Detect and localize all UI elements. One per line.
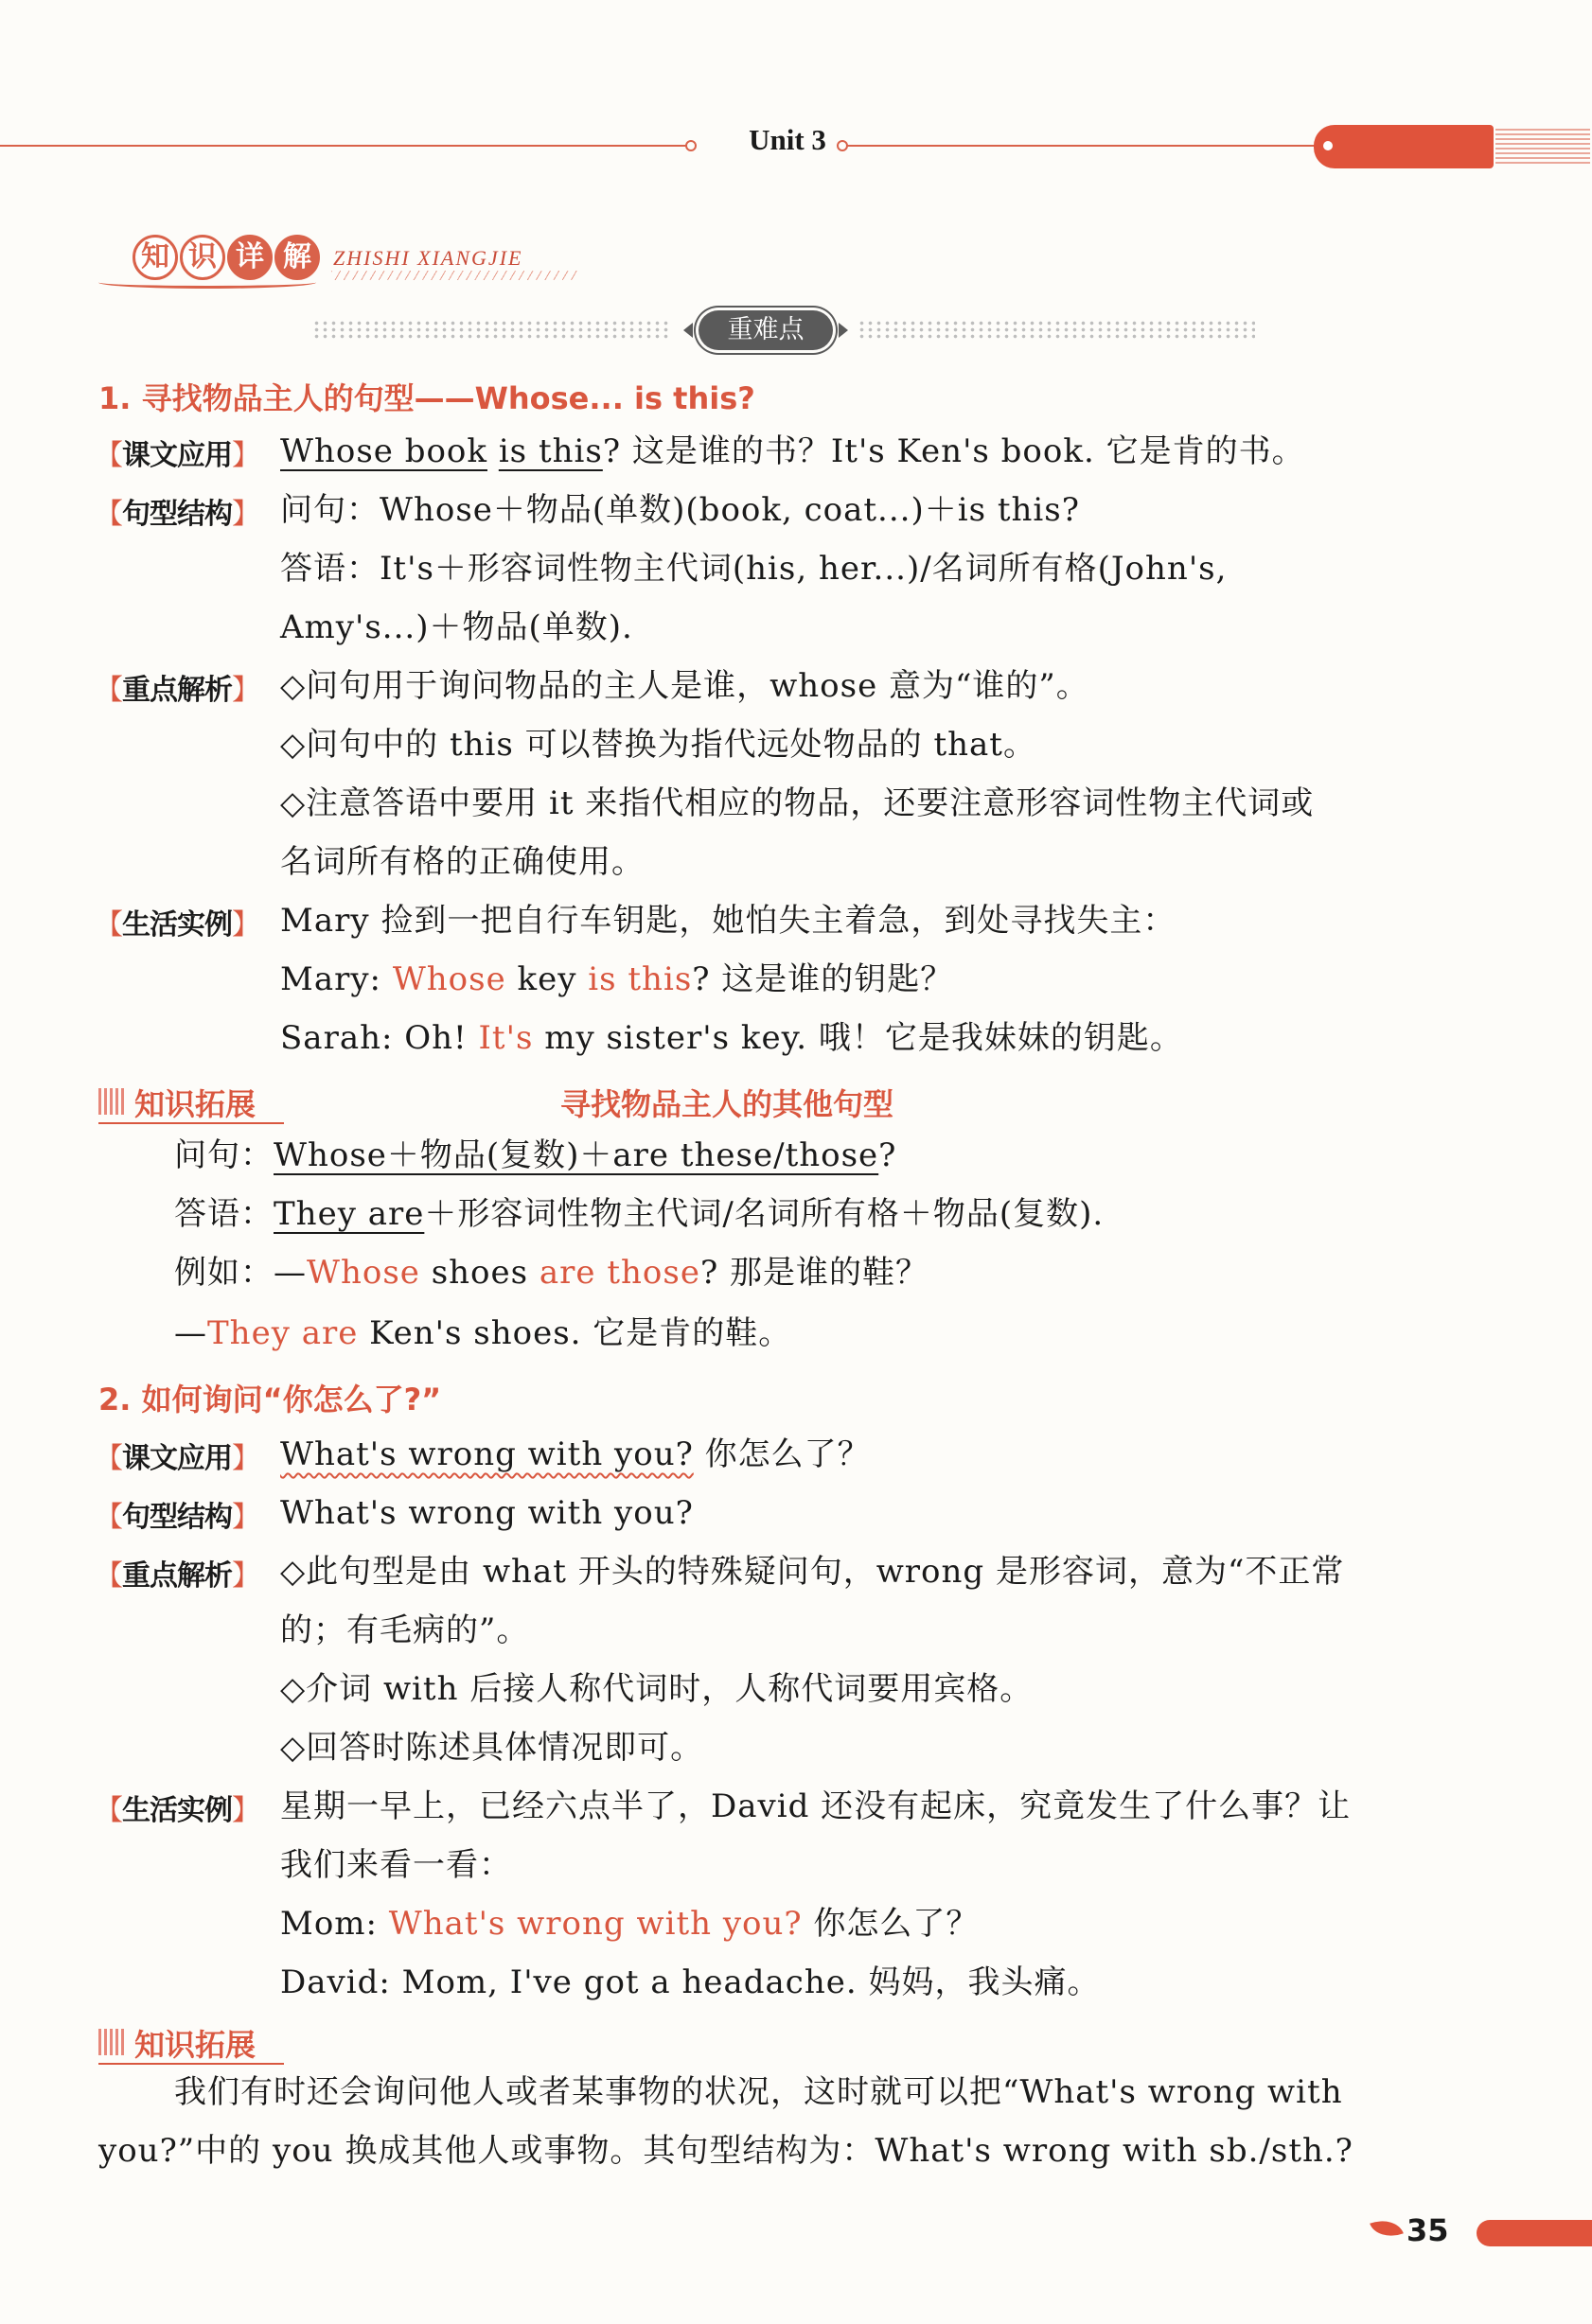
- banner-char-2: 识: [180, 235, 225, 280]
- section-2-title: 2. 如何询问“你怎么了?”: [98, 1382, 442, 1417]
- s2-ext-line-1: 我们有时还会询问他人或者某事物的状况，这时就可以把“What's wrong with: [174, 2073, 1343, 2111]
- s1-analysis-line-3: ◇注意答语中要用 it 来指代相应的物品，还要注意形容词性物主代词或: [280, 784, 1315, 822]
- s1-analysis-line-2: ◇问句中的 this 可以替换为指代远处物品的 that。: [280, 726, 1036, 764]
- dots-right: [858, 320, 1255, 341]
- s1-application-text: Whose book is this? 这是谁的书？It's Ken's book. 它是肯的书。: [280, 432, 1305, 470]
- label-example: 【生活实例】: [95, 908, 259, 942]
- footer-bar: [1477, 2220, 1592, 2246]
- header-rule-left: [0, 145, 689, 147]
- s1-extension-title: 寻找物品主人的其他句型: [560, 1086, 894, 1122]
- s1-ext-example-1: 例如：—Whose shoes are those? 那是谁的鞋？: [174, 1254, 929, 1292]
- s1-example-intro: Mary 捡到一把自行车钥匙，她怕失主着急，到处寻找失主：: [280, 902, 1176, 940]
- s1-structure-line-1: 问句：Whose＋物品(单数)(book, coat...)＋is this?: [280, 491, 1080, 529]
- s2-example-line-2: 我们来看一看：: [280, 1846, 512, 1884]
- s2-extension-label: 知识拓展: [134, 2027, 256, 2063]
- label-analysis: 【重点解析】: [95, 674, 259, 707]
- label-structure: 【句型结构】: [95, 498, 259, 531]
- s1-example-line-2: Sarah: Oh! It's my sister's key. 哦！它是我妹妹的钥匙。: [280, 1019, 1183, 1057]
- label-analysis-2: 【重点解析】: [95, 1559, 259, 1593]
- s1-example-line-1: Mary: Whose key is this? 这是谁的钥匙？: [280, 960, 954, 998]
- s1-ext-question: 问句：Whose＋物品(复数)＋are these/those?: [174, 1136, 897, 1174]
- s1-ext-example-2: —They are Ken's shoes. 它是肯的鞋。: [174, 1314, 792, 1352]
- header-tab: [1314, 125, 1494, 168]
- banner-char-4: 解: [274, 235, 320, 280]
- ext-stripes-2: [98, 2029, 125, 2055]
- s2-analysis-line-4: ◇回答时陈述具体情况即可。: [280, 1729, 704, 1767]
- s1-structure-line-3: Amy's...)＋物品(单数).: [280, 608, 633, 646]
- ext-underline-1: [98, 1122, 284, 1124]
- label-text-application-2: 【课文应用】: [95, 1442, 259, 1475]
- s2-analysis-line-2: 的；有毛病的”。: [280, 1611, 530, 1649]
- s1-extension-label: 知识拓展: [134, 1086, 256, 1122]
- unit-title: Unit 3: [749, 123, 826, 156]
- s2-example-line-3: Mom: What's wrong with you? 你怎么了？: [280, 1905, 980, 1943]
- s1-ext-answer: 答语：They are＋形容词性物主代词/名词所有格＋物品(复数).: [174, 1195, 1105, 1233]
- s2-application-text: What's wrong with you? 你怎么了？: [280, 1435, 871, 1473]
- leaf-icon: [1370, 2214, 1404, 2244]
- pill-arrow-left: [683, 323, 693, 338]
- banner-pinyin: ZHISHI XIANGJIE: [333, 246, 523, 270]
- pill-arrow-right: [839, 323, 848, 338]
- banner-swoosh: [98, 276, 316, 289]
- s2-ext-line-2: you?”中的 you 换成其他人或事物。其句型结构为：What's wrong with sb./sth.?: [98, 2132, 1353, 2170]
- key-points-pill: 重难点: [699, 310, 833, 350]
- header-rule-right: [846, 145, 1319, 147]
- header-dot-left: [685, 140, 697, 151]
- banner-char-3: 详: [227, 235, 273, 280]
- header-stripes: [1495, 129, 1590, 167]
- s2-example-line-1: 星期一早上，已经六点半了，David 还没有起床，究竟发生了什么事？让: [280, 1787, 1352, 1825]
- s2-example-line-4: David: Mom, I've got a headache. 妈妈，我头痛。: [280, 1963, 1101, 2001]
- ext-stripes-1: [98, 1088, 125, 1115]
- s2-analysis-line-3: ◇介词 with 后接人称代词时，人称代词要用宾格。: [280, 1670, 1034, 1708]
- banner-char-1: 知: [133, 235, 178, 280]
- label-text-application: 【课文应用】: [95, 439, 259, 472]
- s2-analysis-line-1: ◇此句型是由 what 开头的特殊疑问句，wrong 是形容词，意为“不正常: [280, 1553, 1345, 1591]
- banner-hatch: [331, 271, 577, 280]
- dots-left: [312, 320, 672, 341]
- section-1-title: 1. 寻找物品主人的句型——Whose... is this?: [98, 380, 755, 416]
- ext-underline-2: [98, 2063, 284, 2065]
- s1-analysis-line-4: 名词所有格的正确使用。: [280, 843, 645, 881]
- s1-analysis-line-1: ◇问句用于询问物品的主人是谁，whose 意为“谁的”。: [280, 667, 1089, 705]
- label-example-2: 【生活实例】: [95, 1794, 259, 1827]
- s1-structure-line-2: 答语：It's＋形容词性物主代词(his, her...)/名词所有格(John's,: [280, 550, 1228, 588]
- s2-structure-text: What's wrong with you?: [280, 1494, 694, 1532]
- label-structure-2: 【句型结构】: [95, 1501, 259, 1534]
- page-number: 35: [1406, 2212, 1449, 2248]
